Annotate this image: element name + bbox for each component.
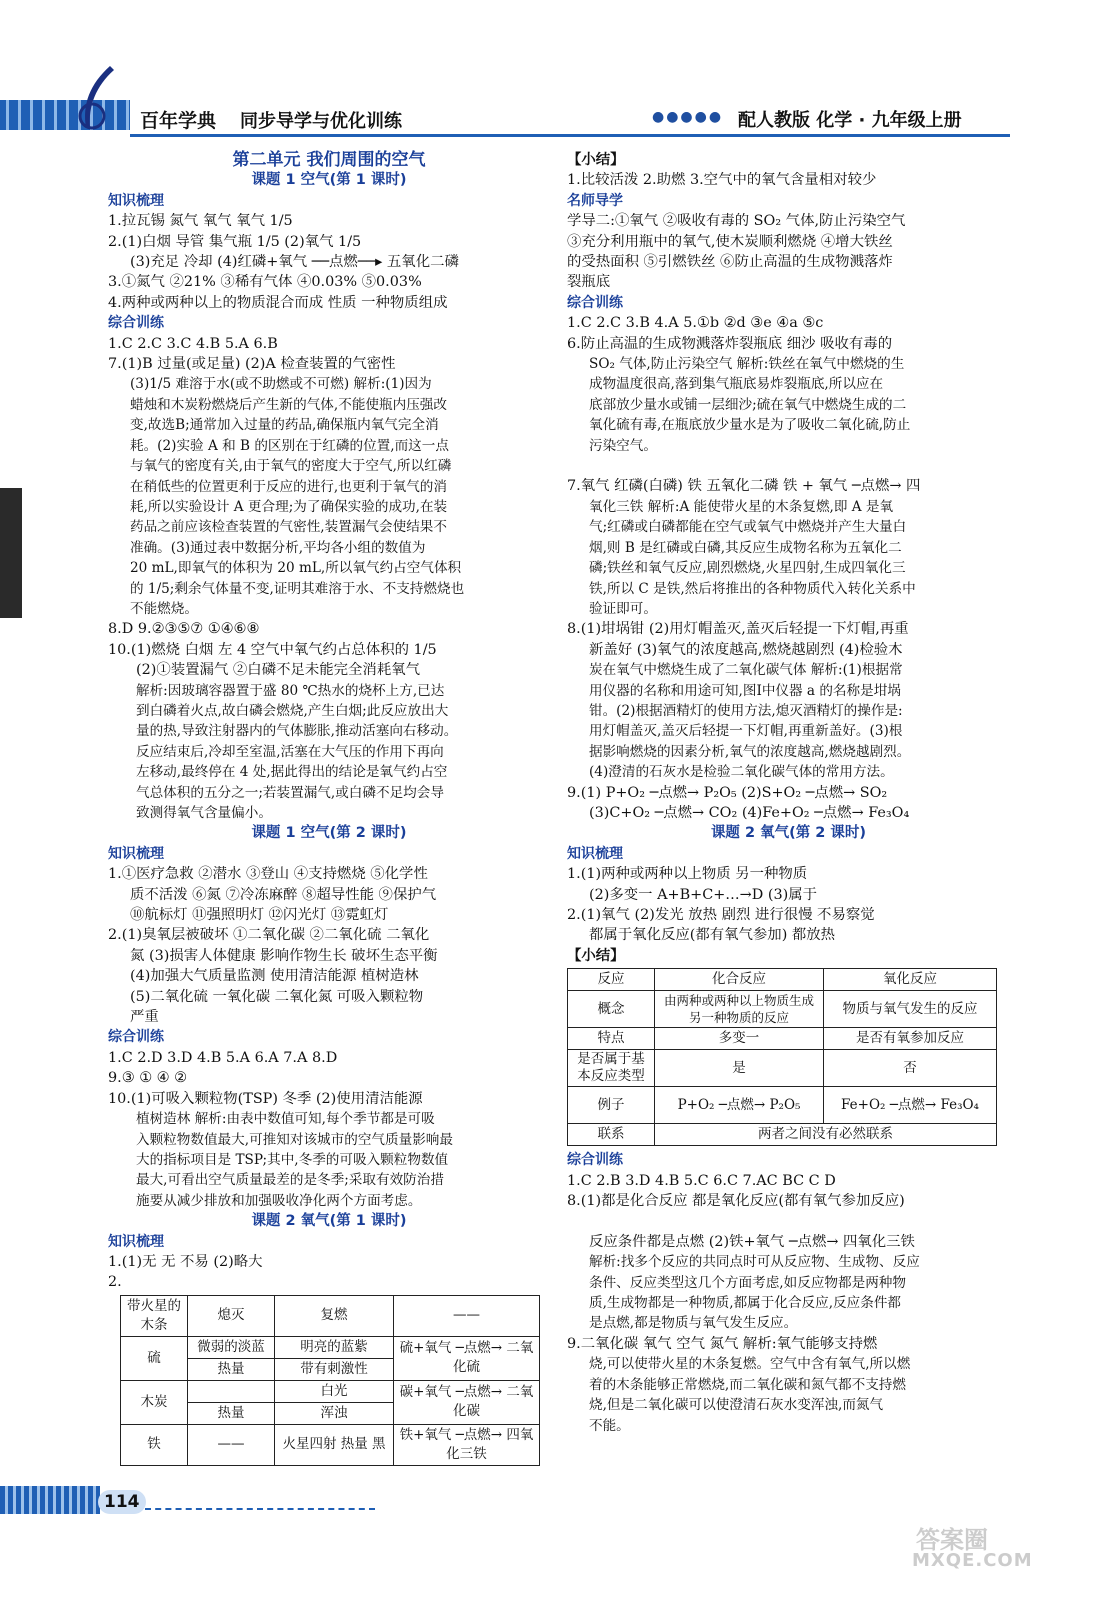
page-header: [0, 92, 1105, 140]
page-number-label: 114: [98, 1490, 146, 1514]
answer-line: 2.(1)臭氧层被破坏 ①二氧化碳 ②二氧化硫 二氧化: [108, 927, 430, 944]
answer-line: 钳。(2)根据酒精灯的使用方法,熄灭酒精灯的操作是:: [589, 702, 903, 719]
answer-line: 新盖好 (3)氧气的浓度越高,燃烧越剧烈 (4)检验木: [589, 641, 903, 658]
answer-line: 解析:找多个反应的共同点时可从反应物、生成物、反应: [589, 1254, 920, 1271]
left-column: [108, 150, 550, 1470]
answer-line: 8.(1)坩埚钳 (2)用灯帽盖灭,盖灭后轻提一下灯帽,再重: [567, 621, 909, 638]
answer-line: 左移动,最终停在 4 处,据此得出的结论是氧气约占空: [136, 764, 448, 781]
table-cell: 特点: [568, 1028, 655, 1050]
table-cell: Fe+O₂ ─点燃→ Fe₃O₄: [824, 1087, 997, 1124]
answer-line: 氮 (3)损害人体健康 影响作物生长 破坏生态平衡: [130, 947, 438, 964]
table-cell: 复燃: [275, 1295, 394, 1336]
table-cell: 木炭: [121, 1380, 188, 1424]
answer-line: 1.C 2.C 3.C 4.B 5.A 6.B: [108, 335, 278, 352]
table-cell: 火星四射 热量 黑: [275, 1424, 394, 1465]
answer-line: 裂瓶底: [567, 274, 611, 291]
answer-line: 学导二:①氧气 ②吸收有毒的 SO₂ 气体,防止污染空气: [567, 213, 906, 230]
answer-line: 大的指标项目是 TSP;其中,冬季的可吸入颗粒物数值: [136, 1151, 449, 1168]
answer-line: 不能。: [589, 1417, 630, 1434]
answer-line: 解析:因玻璃容器置于盛 80 ℃热水的烧杯上方,已达: [136, 682, 445, 699]
answer-line: ③充分利用瓶中的氧气,使木炭顺利燃烧 ④增大铁丝: [567, 233, 893, 250]
answer-line: 准确。(3)通过表中数据分析,平均各小组的数值为: [130, 539, 426, 556]
oxygen-reaction-table: [120, 1295, 540, 1466]
table-cell: [188, 1380, 275, 1402]
table-cell: 是否有氧参加反应: [824, 1028, 997, 1050]
answer-line: 1.C 2.C 3.B 4.A 5.①b ②d ③e ④a ⑤c: [567, 315, 824, 332]
answer-line: ⑩航标灯 ⑪强照明灯 ⑫闪光灯 ⑬霓虹灯: [130, 907, 389, 924]
table-cell: 硫+氧气 ─点燃→ 二氧化硫: [394, 1336, 540, 1380]
answer-line: 2.(1)氧气 (2)发光 放热 剧烈 进行很慢 不易察觉: [567, 907, 875, 924]
answer-line: 与氧气的密度有关,由于氧气的密度大于空气,所以红磷: [130, 458, 452, 475]
answer-line: 致测得氧气含量偏小。: [136, 805, 272, 821]
section-heading: 知识梳理: [567, 845, 623, 862]
answer-line: 1.①医疗急救 ②潜水 ③登山 ④支持燃烧 ⑤化学性: [108, 866, 428, 883]
answer-line: 用灯帽盖灭,盖灭后轻提一下灯帽,再重新盖好。(3)根: [589, 723, 903, 740]
answer-line: 3.①氮气 ②21% ③稀有气体 ④0.03% ⑤0.03%: [108, 274, 422, 291]
answer-line: (4)加强大气质量监测 使用清洁能源 植树造林: [130, 968, 419, 985]
side-edge-mark: [0, 488, 22, 618]
answer-line: 都属于氧化反应(都有氧气参加) 都放热: [589, 927, 836, 944]
answer-line: 气;红磷或白磷都能在空气或氧气中燃烧并产生大量白: [589, 519, 907, 536]
section-heading: 【小结】: [567, 946, 625, 964]
answer-line: 1.拉瓦锡 氮气 氧气 氧气 1/5: [108, 213, 293, 230]
lesson-title: 课题 2 氧气(第 1 课时): [251, 1213, 407, 1230]
lesson-title: 课题 1 空气(第 2 课时): [251, 825, 407, 842]
table-cell: 否: [824, 1050, 997, 1087]
answer-line: 质不活泼 ⑥氮 ⑦冷冻麻醉 ⑧超导性能 ⑨保护气: [130, 886, 437, 903]
answer-line: 6.防止高温的生成物溅落炸裂瓶底 细沙 吸收有毒的: [567, 335, 893, 352]
table-cell: 带有刺激性: [275, 1358, 394, 1380]
answer-line: 9.二氧化碳 氧气 空气 氮气 解析:氧气能够支持燃: [567, 1335, 878, 1352]
spacer: [567, 456, 1010, 476]
answer-line: 2.(1)白烟 导管 集气瓶 1/5 (2)氧气 1/5: [108, 233, 362, 250]
table-cell: 氧化反应: [824, 969, 997, 991]
answer-line: 炭在氧气中燃烧生成了二氧化碳气体 解析:(1)根据常: [589, 662, 903, 679]
answer-line: 最大,可看出空气质量最差的是冬季;采取有效防治措: [136, 1172, 444, 1189]
header-rule: [130, 134, 1010, 137]
lesson-title: 课题 1 空气(第 1 课时): [251, 172, 407, 189]
answer-line: 质,生成物都是一种物质,都属于化合反应,反应条件都: [589, 1295, 902, 1312]
table-cell: 物质与氧气发生的反应: [824, 991, 997, 1028]
reaction-summary-table: [567, 968, 997, 1146]
answer-line: 严重: [130, 1009, 159, 1026]
answer-line: 1.(1)无 无 不易 (2)略大: [108, 1253, 263, 1270]
answer-line: 施要从减少排放和加强吸收净化两个方面考虑。: [136, 1192, 422, 1209]
answer-line: 8.D 9.②③⑤⑦ ①④⑥⑧: [108, 621, 260, 638]
answer-line: 反应结束后,冷却至室温,活塞在大气压的作用下再向: [136, 743, 444, 760]
answer-line: 反应条件都是点燃 (2)铁+氧气 ─点燃→ 四氧化三铁: [589, 1233, 915, 1250]
table-cell: 化合反应: [655, 969, 824, 991]
edition-label: 配人教版 化学 · 九年级上册: [738, 110, 962, 131]
answer-line: 是点燃,都是物质与氧气发生反应。: [589, 1315, 798, 1332]
table-cell: 铁+氧气 ─点燃→ 四氧化三铁: [394, 1424, 540, 1465]
series-title: 同步导学与优化训练: [240, 111, 402, 132]
answer-line: 耗,所以实验设计 A 更合理;为了确保实验的成功,在装: [130, 498, 448, 515]
section-heading: 知识梳理: [108, 845, 164, 862]
answer-line: 7.(1)B 过量(或足量) (2)A 检查装置的气密性: [108, 356, 396, 373]
table-cell: 明亮的蓝紫: [275, 1336, 394, 1358]
answer-line: 9.③ ① ④ ②: [108, 1070, 188, 1087]
footer-stripe: [0, 1486, 100, 1514]
table-cell: P+O₂ ─点燃→ P₂O₅: [655, 1087, 824, 1124]
section-heading: 【小结】: [567, 151, 625, 168]
answer-line: (3)充足 冷却 (4)红磷+氧气 ──点燃──▸ 五氧化二磷: [130, 254, 459, 271]
answer-line: 的受热面积 ⑤引燃铁丝 ⑥防止高温的生成物溅落炸: [567, 254, 893, 271]
answer-line: 1.C 2.D 3.D 4.B 5.A 6.A 7.A 8.D: [108, 1049, 338, 1066]
answer-line: 量的热,导致注射器内的气体膨胀,推动活塞向右移动。: [136, 723, 458, 740]
answer-line: 验证即可。: [589, 600, 657, 617]
quill-logo-icon: [70, 64, 122, 134]
answer-line: 20 mL,即氧气的体积为 20 mL,所以氧气约占空气体积: [130, 560, 462, 577]
table-cell: 由两种或两种以上物质生成另一种物质的反应: [655, 991, 824, 1028]
section-heading: 综合训练: [108, 1029, 164, 1046]
answer-line: 耗。(2)实验 A 和 B 的区别在于红磷的位置,而这一点: [130, 437, 449, 454]
table-cell: ——: [394, 1295, 540, 1336]
answer-line: 在稍低些的位置更利于反应的进行,也更利于氧气的消: [130, 478, 447, 495]
table-cell: 硫: [121, 1336, 188, 1380]
answer-line: 1.C 2.B 3.D 4.B 5.C 6.C 7.AC BC C D: [567, 1172, 836, 1189]
answer-line: 氧化三铁 解析:A 能使带火星的木条复燃,即 A 是氧: [589, 498, 894, 515]
lesson-title: 课题 2 氧气(第 2 课时): [710, 825, 867, 842]
answer-line: 污染空气。: [589, 437, 657, 454]
table-cell: 白光: [275, 1380, 394, 1402]
answer-line: 药品之前应该检查装置的气密性,装置漏气会使结果不: [130, 519, 447, 536]
table-cell: 铁: [121, 1424, 188, 1465]
section-heading: 综合训练: [108, 315, 164, 332]
table-cell: 热量: [188, 1402, 275, 1424]
table-cell: 反应: [568, 969, 655, 991]
table-cell: 熄灭: [188, 1295, 275, 1336]
answer-line: 氧化硫有毒,在瓶底放少量水是为了吸收二氧化硫,防止: [589, 417, 911, 434]
table-cell: 是否属于基本反应类型: [568, 1050, 655, 1087]
table-cell: 是: [655, 1050, 824, 1087]
answer-line: 2.: [108, 1274, 122, 1291]
answer-line: 烧,但是二氧化碳可以使澄清石灰水变浑浊,而氮气: [589, 1397, 884, 1414]
page-number: [98, 1490, 146, 1514]
footer-dash-rule: [145, 1508, 375, 1510]
section-heading: 知识梳理: [108, 192, 164, 209]
answer-line: 用仪器的名称和用途可知,图Ⅰ中仪器 a 的名称是坩埚: [589, 682, 901, 699]
table-cell: 联系: [568, 1124, 655, 1146]
section-heading: 名师导学: [567, 192, 623, 209]
header-dots: ●●●●●: [652, 109, 724, 125]
answer-line: 1.(1)两种或两种以上物质 另一种物质: [567, 866, 808, 883]
table-cell: 热量: [188, 1358, 275, 1380]
answer-line: 条件、反应类型这几个方面考虑,如反应物都是两种物: [589, 1274, 906, 1291]
table-cell: 碳+氧气 ─点燃→ 二氧化碳: [394, 1380, 540, 1424]
answer-line: (3)1/5 难溶于水(或不助燃或不可燃) 解析:(1)因为: [130, 376, 432, 393]
right-column: [567, 150, 1010, 1436]
answer-line: 底部放少量水或铺一层细沙;硫在氧气中燃烧生成的二: [589, 396, 907, 413]
answer-line: 10.(1)可吸入颗粒物(TSP) 冬季 (2)使用清洁能源: [108, 1090, 423, 1107]
answer-line: 不能燃烧。: [130, 600, 198, 617]
answer-line: 4.两种或两种以上的物质混合而成 性质 一种物质组成: [108, 294, 448, 311]
answer-line: (3)C+O₂ ─点燃→ CO₂ (4)Fe+O₂ ─点燃→ Fe₃O₄: [589, 804, 910, 821]
answer-line: 着的木条能够正常燃烧,而二氧化碳和氮气都不支持燃: [589, 1376, 906, 1393]
answer-line: 烧,可以使带火星的木条复燃。空气中含有氧气,所以燃: [589, 1356, 911, 1373]
answer-line: 据影响燃烧的因素分析,氧气的浓度越高,燃烧越剧烈。: [589, 743, 911, 760]
answer-line: (2)多变一 A+B+C+…→D (3)属于: [589, 886, 818, 903]
table-cell: 例子: [568, 1087, 655, 1124]
answer-line: 10.(1)燃烧 白烟 左 4 空气中氧气约占总体积的 1/5: [108, 641, 437, 658]
answer-line: SO₂ 气体,防止污染空气 解析:铁丝在氧气中燃烧的生: [589, 356, 905, 373]
answer-line: 的 1/5;剩余气体量不变,证明其难溶于水、不支持燃烧也: [130, 580, 465, 597]
answer-line: (4)澄清的石灰水是检验二氧化碳气体的常用方法。: [589, 764, 894, 781]
answer-line: (5)二氧化硫 一氧化碳 二氧化氮 可吸入颗粒物: [130, 988, 424, 1005]
answer-line: 9.(1) P+O₂ ─点燃→ P₂O₅ (2)S+O₂ ─点燃→ SO₂: [567, 784, 888, 801]
section-heading: 知识梳理: [108, 1233, 164, 1250]
watermark-url: MXQE.COM: [912, 1550, 1033, 1571]
answer-line: 蜡烛和木炭粉燃烧后产生新的气体,不能使瓶内压强改: [130, 396, 447, 413]
section-heading: 综合训练: [567, 1152, 623, 1169]
table-cell: 微弱的淡蓝: [188, 1336, 275, 1358]
answer-line: 7.氧气 红磷(白磷) 铁 五氧化二磷 铁 + 氧气 ─点燃→ 四: [567, 478, 921, 495]
table-cell: 浑浊: [275, 1402, 394, 1424]
answer-line: 成物温度很高,落到集气瓶底易炸裂瓶底,所以应在: [589, 376, 884, 393]
table-cell: ——: [188, 1424, 275, 1465]
table-cell: 概念: [568, 991, 655, 1028]
section-heading: 综合训练: [567, 294, 623, 311]
table-cell: 带火星的木条: [121, 1295, 188, 1336]
spacer: [567, 1211, 1010, 1231]
table-cell: 多变一: [655, 1028, 824, 1050]
answer-line: 入颗粒物数值最大,可推知对该城市的空气质量影响最: [136, 1131, 453, 1148]
answer-line: (2)①装置漏气 ②白磷不足未能完全消耗氧气: [136, 662, 420, 679]
unit-title: 第二单元 我们周围的空气: [232, 150, 426, 170]
table-cell: 两者之间没有必然联系: [655, 1124, 997, 1146]
answer-line: 植树造林 解析:由表中数值可知,每个季节都是可吸: [136, 1111, 435, 1128]
watermark-logo: 答案圈: [916, 1526, 988, 1554]
answer-line: 到白磷着火点,故白磷会燃烧,产生白烟;此反应放出大: [136, 702, 449, 719]
answer-line: 烟,则 B 是红磷或白磷,其反应生成物名称为五氧化二: [589, 539, 902, 556]
answer-line: 1.比较活泼 2.助燃 3.空气中的氧气含量相对较少: [567, 172, 877, 189]
brand-title: 百年学典: [140, 110, 217, 132]
answer-line: 变,故选B;通常加入过量的药品,确保瓶内氧气完全消: [130, 417, 439, 434]
answer-line: 磷;铁丝和氧气反应,剧烈燃烧,火星四射,生成四氧化三: [589, 560, 906, 577]
answer-line: 8.(1)都是化合反应 都是氧化反应(都有氧气参加反应): [567, 1193, 905, 1210]
answer-line: 铁,所以 C 是铁,然后将推出的各种物质代入转化关系中: [589, 580, 916, 597]
answer-line: 气总体积的五分之一;若装置漏气,或白磷不足均会导: [136, 784, 444, 801]
